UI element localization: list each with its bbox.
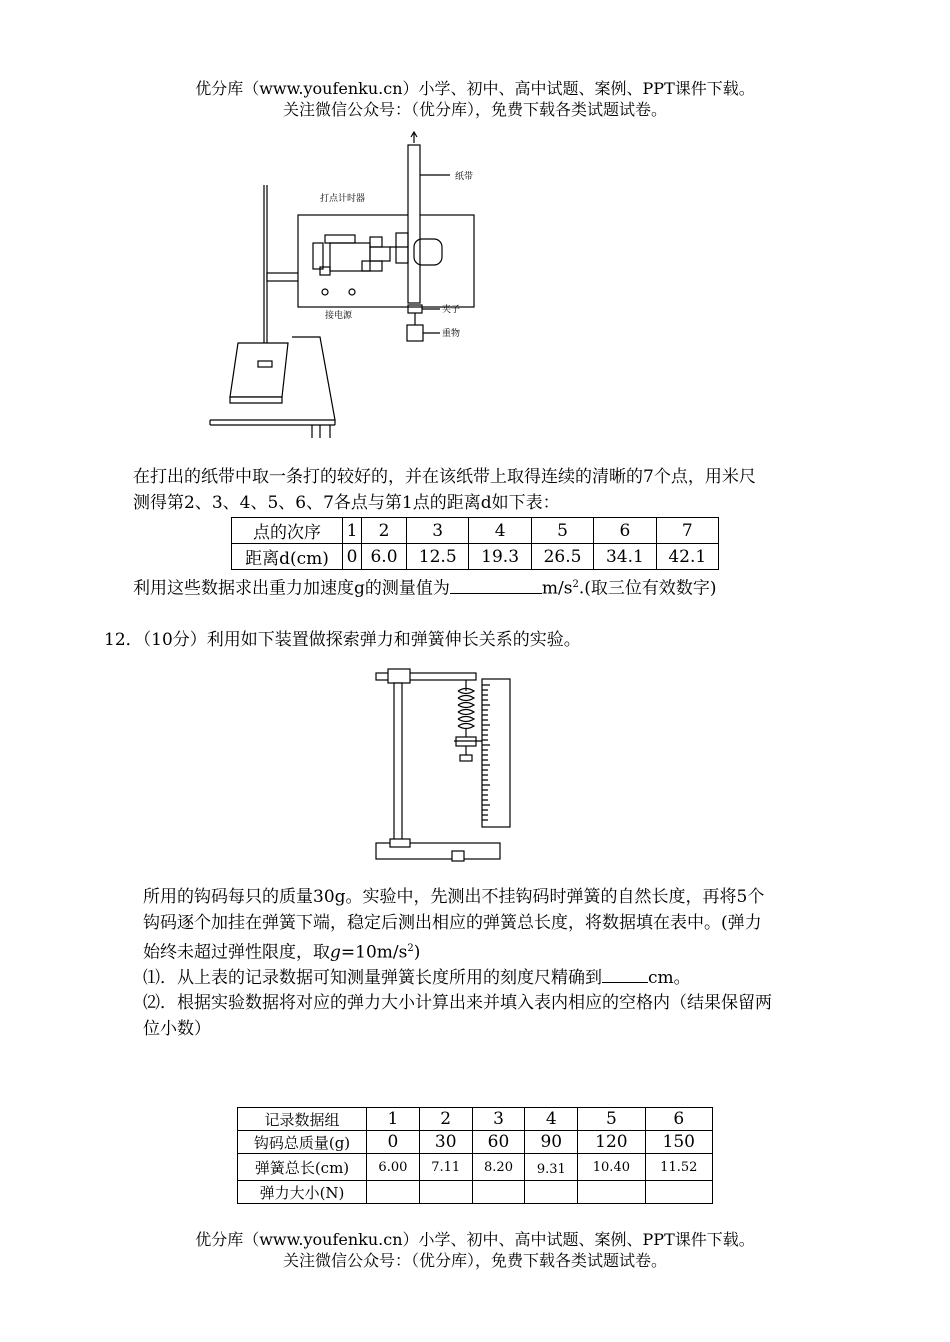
distance-cell: 12.5 [407,544,469,570]
q12-paragraph-line-1: 所用的钩码每只的质量30g。实验中，先测出不挂钩码时弹簧的自然长度，再将5个 [143,887,765,907]
length-cell: 7.11 [419,1154,472,1181]
order-cell: 2 [361,518,406,544]
q12-sub2-line-2: 位小数） [143,1019,211,1039]
mass-cell: 150 [645,1131,712,1154]
mass-cell: 30 [419,1131,472,1154]
q12-paragraph-line-3 [143,936,420,966]
header-line-1: 优分库（www.youfenku.cn）小学、初中、高中试题、案例、PPT课件下载。 [195,79,755,98]
q12-line3-g: g [330,942,341,963]
force-answer-cell[interactable] [472,1181,525,1204]
force-answer-cell[interactable] [525,1181,578,1204]
q12-sub1-prefix: ⑴．从上表的记录数据可知测量弹簧长度所用的刻度尺精确到 [143,968,602,988]
force-answer-cell[interactable] [578,1181,645,1204]
header-length: 弹簧总长(cm) [238,1154,367,1181]
order-cell: 4 [469,518,531,544]
header-force: 弹力大小(N) [238,1181,367,1204]
g-answer-blank[interactable] [450,575,542,594]
force-answer-cell[interactable] [367,1181,420,1204]
q12-line3-sup: 2 [407,943,414,954]
length-cell: 8.20 [472,1154,525,1181]
label-power: 接电源 [325,311,353,321]
distance-cell: 26.5 [531,544,593,570]
distance-cell: 34.1 [594,544,656,570]
length-cell: 10.40 [578,1154,645,1181]
force-answer-cell[interactable] [419,1181,472,1204]
label-clip: 夹子 [442,305,461,315]
table-row [238,1181,713,1204]
label-paper-tape: 纸带 [455,172,474,182]
q11-paragraph-line-1: 在打出的纸带中取一条打的较好的，并在该纸带上取得连续的清晰的7个点，用米尺 [133,467,756,487]
distance-cell: 0 [343,544,362,570]
q11-answer-unit: m/s [541,578,573,599]
table-row [238,1154,713,1181]
q12-line3-prefix: 始终未超过弹性限度，取 [143,942,330,963]
spring-data-table [237,1107,713,1204]
order-cell: 6 [594,518,656,544]
length-cell: 9.31 [525,1154,578,1181]
row-header-distance: 距离d(cm) [232,544,343,570]
footer-line-2: 关注微信公众号：（优分库），免费下载各类试题试卷。 [282,1251,667,1270]
footer-line-1: 优分库（www.youfenku.cn）小学、初中、高中试题、案例、PPT课件下载。 [195,1230,755,1249]
q12-paragraph-line-2: 钩码逐个加挂在弹簧下端，稳定后测出相应的弹簧总长度，将数据填在表中。(弹力 [143,913,762,933]
group-cell: 6 [645,1108,712,1131]
q12-title: 12．（10分）利用如下装置做探索弹力和弹簧伸长关系的实验。 [104,630,581,650]
group-cell: 1 [367,1108,420,1131]
header-line-2: 关注微信公众号：（优分库），免费下载各类试题试卷。 [282,100,667,119]
header-group: 记录数据组 [238,1108,367,1131]
order-cell: 7 [656,518,718,544]
q11-answer-sup: 2 [572,579,579,590]
length-cell: 6.00 [367,1154,420,1181]
spring-apparatus-figure [370,665,520,867]
row-header-order: 点的次序 [232,518,343,544]
table-row [232,544,719,570]
length-cell: 11.52 [645,1154,712,1181]
order-cell: 1 [343,518,362,544]
order-cell: 5 [531,518,593,544]
group-cell: 4 [525,1108,578,1131]
order-cell: 3 [407,518,469,544]
q12-sub1 [143,964,691,991]
q12-sub2-line-1: ⑵．根据实验数据将对应的弹力大小计算出来并填入表内相应的空格内（结果保留两 [143,993,772,1013]
distance-cell: 19.3 [469,544,531,570]
distance-cell: 42.1 [656,544,718,570]
force-answer-cell[interactable] [645,1181,712,1204]
table-row [238,1131,713,1154]
q12-line3-value: =10m/s [340,942,408,963]
distance-table [231,517,719,570]
q11-answer-prefix: 利用这些数据求出重力加速度g的测量值为 [133,578,450,599]
mass-cell: 0 [367,1131,420,1154]
group-cell: 5 [578,1108,645,1131]
q11-paragraph-line-2: 测得第2、3、4、5、6、7各点与第1点的距离d如下表： [133,493,560,513]
label-timer: 打点计时器 [320,194,366,204]
mass-cell: 120 [578,1131,645,1154]
table-row [232,518,719,544]
free-fall-apparatus-figure [200,125,500,445]
distance-cell: 6.0 [361,544,406,570]
mass-cell: 60 [472,1131,525,1154]
mass-cell: 90 [525,1131,578,1154]
q11-answer-suffix: .(取三位有效数字) [578,578,717,599]
group-cell: 3 [472,1108,525,1131]
q11-answer-line [133,572,717,602]
precision-answer-blank[interactable] [602,964,648,983]
group-cell: 2 [419,1108,472,1131]
q12-sub1-suffix: cm。 [648,968,691,988]
header-mass: 钩码总质量(g) [238,1131,367,1154]
table-row [238,1108,713,1131]
q12-line3-end: ) [413,942,421,963]
label-weight: 重物 [442,329,461,339]
